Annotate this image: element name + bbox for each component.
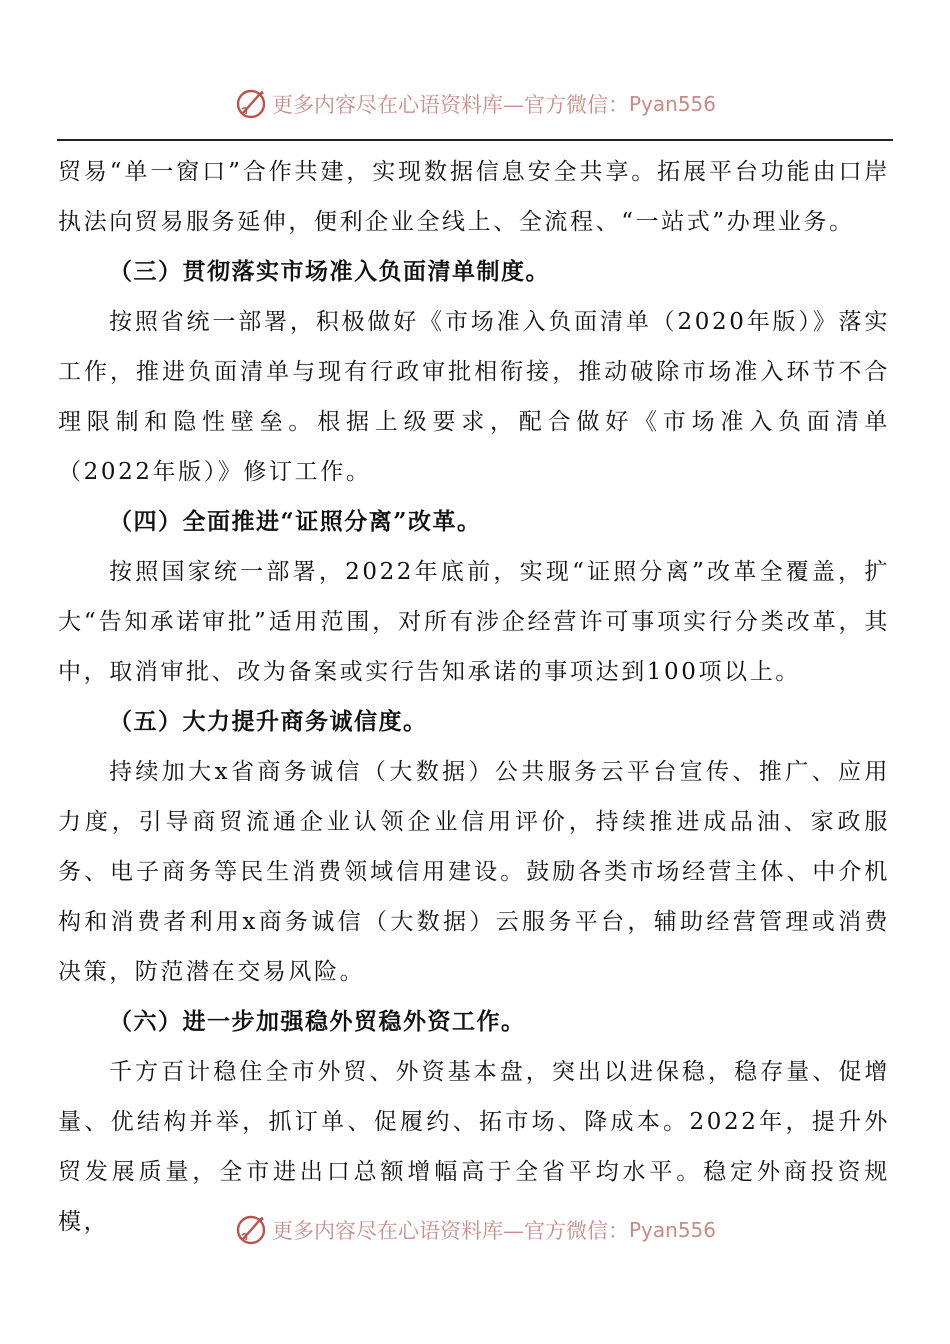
header-watermark (0, 84, 950, 124)
watermark-id: Pyan556 (628, 92, 716, 116)
watermark-id: Pyan556 (628, 1218, 716, 1242)
section-heading-5: （五）大力提升商务诚信度。 (109, 708, 428, 735)
section-heading-6: （六）进一步加强稳外贸稳外资工作。 (109, 1008, 526, 1035)
watermark-text: 更多内容尽在心语资料库—官方微信： (271, 93, 629, 117)
pen-logo-icon (234, 1213, 268, 1247)
section-heading-4: （四）全面推进“证照分离”改革。 (109, 508, 482, 535)
paragraph-4: 按照国家统一部署，2022年底前，实现“证照分离”改革全覆盖，扩大“告知承诺审批”适用范围，对所有涉企经营许可事项实行分类改革，其中，取消审批、改为备案或实行告知承诺的事项达到100项以上。 (58, 559, 890, 685)
document-body (58, 147, 890, 1247)
paragraph-6: 千方百计稳住全市外贸、外资基本盘，突出以进保稳，稳存量、促增量、优结构并举，抓订单、促履约、拓市场、降成本。2022年，提升外贸发展质量，全市进出口总额增幅高于全省平均水平。稳定外商投资规模， (58, 1059, 890, 1235)
pen-logo-icon (234, 87, 268, 121)
watermark-text: 更多内容尽在心语资料库—官方微信： (271, 1219, 629, 1243)
paragraph-continued: 贸易“单一窗口”合作共建，实现数据信息安全共享。拓展平台功能由口岸执法向贸易服务延伸，便利企业全线上、全流程、“一站式”办理业务。 (58, 159, 890, 235)
paragraph-5: 持续加大x省商务诚信（大数据）公共服务云平台宣传、推广、应用力度，引导商贸流通企业认领企业信用评价，持续推进成品油、家政服务、电子商务等民生消费领域信用建设。鼓励各类市场经营主体、中介机构和消费者利用x商务诚信（大数据）云服务平台，辅助经营管理或消费决策，防范潜在交易风险。 (58, 759, 890, 985)
header-divider (57, 139, 893, 141)
section-heading-3: （三）贯彻落实市场准入负面清单制度。 (109, 258, 550, 285)
paragraph-3: 按照省统一部署，积极做好《市场准入负面清单（2020年版）》落实工作，推进负面清单与现有行政审批相衔接，推动破除市场准入环节不合理限制和隐性壁垒。根据上级要求，配合做好《市场准入负面清单（2022年版）》修订工作。 (58, 309, 890, 485)
footer-watermark (0, 1210, 950, 1250)
